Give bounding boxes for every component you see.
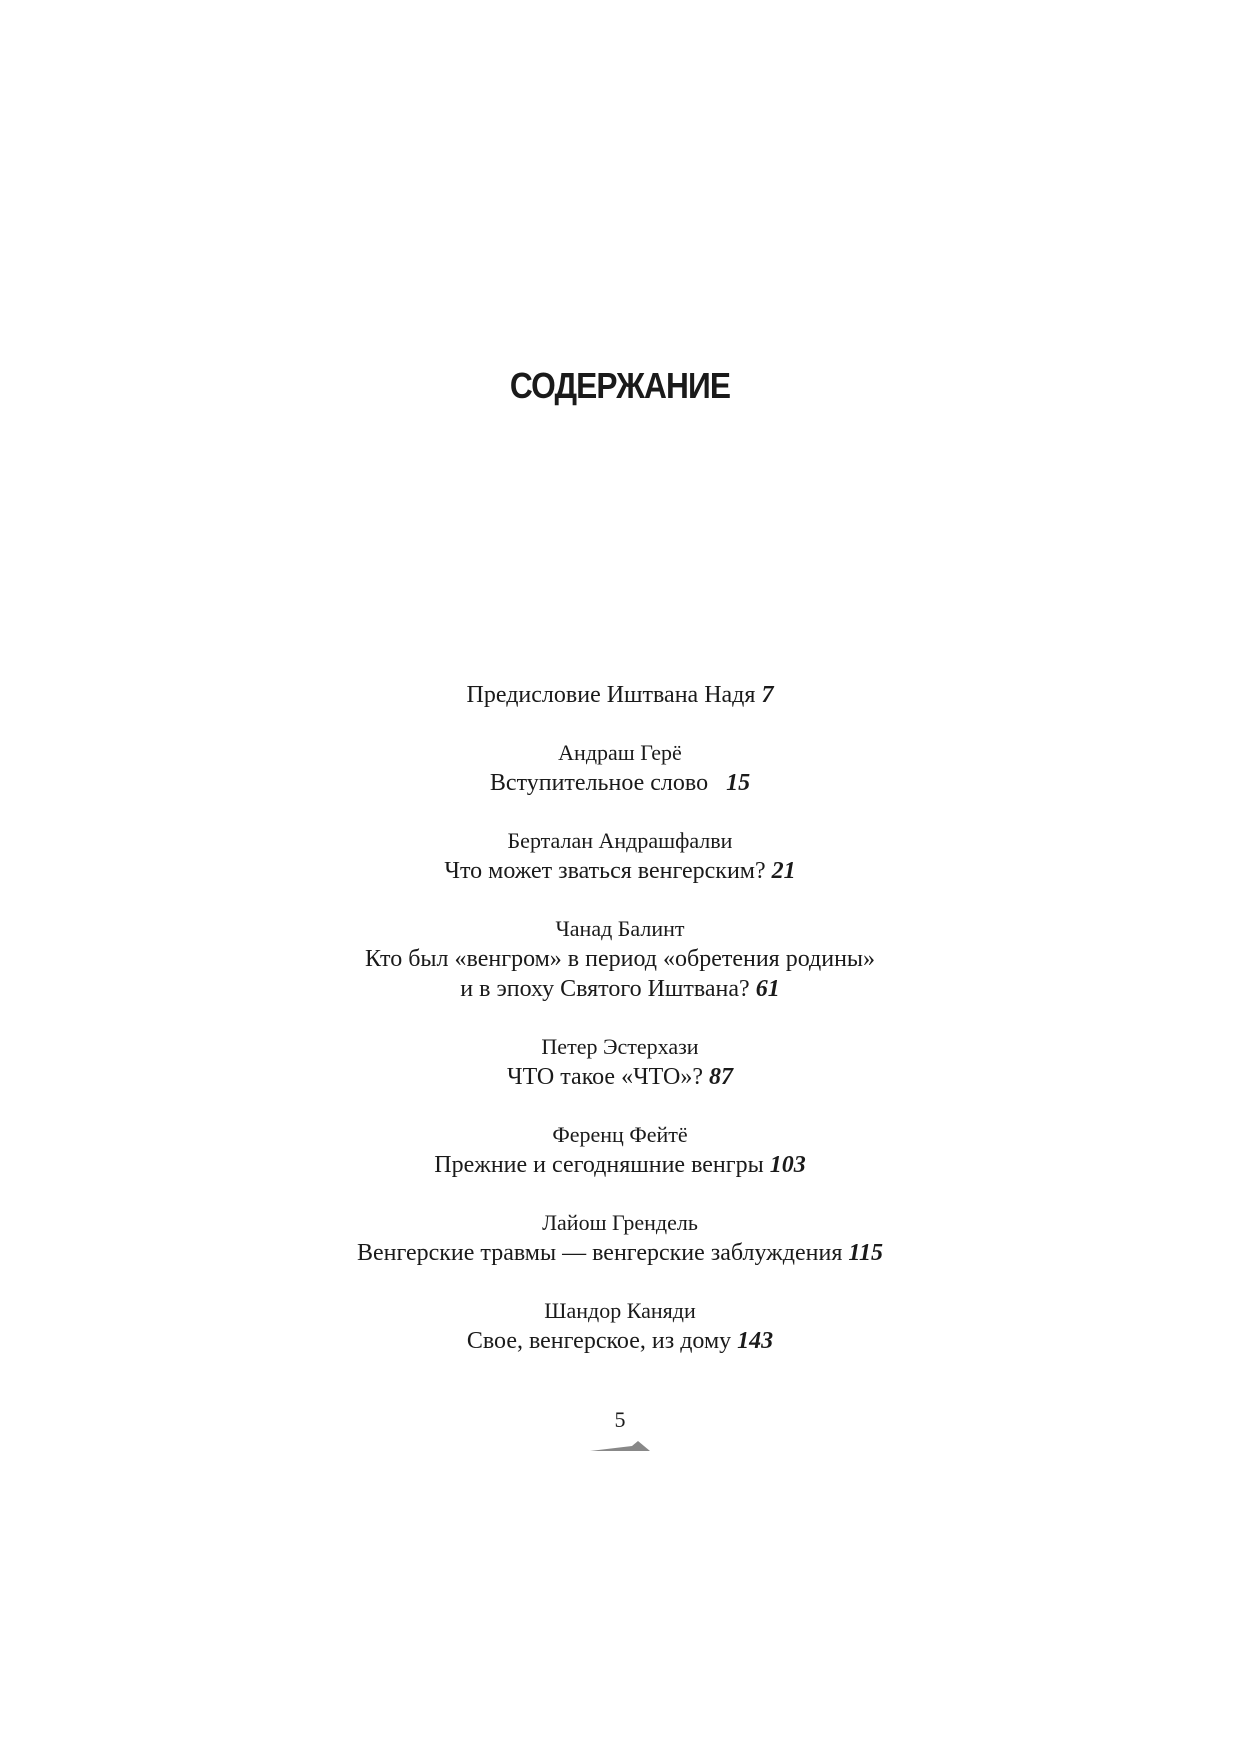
toc-entry-author: Шандор Каняди	[544, 1298, 696, 1323]
toc-entry-page-number: 21	[771, 858, 796, 884]
toc-entry-author: Лайош Грендель	[542, 1210, 698, 1235]
toc-entry-author: Берталан Андрашфалви	[507, 828, 733, 853]
toc-entry-page-number: 115	[848, 1240, 884, 1266]
toc-entry-page-number: 15	[726, 770, 751, 796]
toc-entry-page-number: 87	[709, 1064, 734, 1090]
toc-entry-author: Ференц Фейтё	[552, 1122, 688, 1147]
toc-entry-title	[0, 856, 1240, 886]
toc-entry	[0, 914, 1240, 1004]
toc-entry-title-line-1: Кто был «венгром» в период «обретения родины»	[364, 946, 876, 972]
toc-entry-title	[0, 1326, 1240, 1356]
toc-entry-page-number: 143	[737, 1328, 774, 1354]
toc-entry-page-number: 103	[769, 1152, 806, 1178]
toc-entry-title-text: Прежние и сегодняшние венгры	[434, 1152, 764, 1178]
toc-entry-title-text: Венгерские травмы — венгерские заблуждения	[356, 1240, 843, 1266]
toc-entry-title	[0, 1150, 1240, 1180]
toc-entry-title	[0, 1062, 1240, 1092]
toc-entry	[0, 1120, 1240, 1180]
toc-entry-title-text: ЧТО такое «ЧТО»?	[506, 1064, 704, 1090]
toc-entry-author: Петер Эстерхази	[541, 1034, 699, 1059]
toc-entry	[0, 826, 1240, 886]
toc-entry-page-number: 61	[755, 976, 780, 1002]
toc-entry-title	[0, 974, 1240, 1004]
toc-entry-title	[0, 1238, 1240, 1268]
toc-entry	[0, 1032, 1240, 1092]
toc-entry-title-text: Свое, венгерское, из дому	[466, 1328, 732, 1354]
table-of-contents	[0, 680, 1240, 1384]
page-title: СОДЕРЖАНИЕ	[509, 365, 731, 406]
page-number: 5	[614, 1407, 626, 1432]
toc-entry	[0, 1208, 1240, 1268]
folio-ornament	[590, 1440, 650, 1452]
toc-entry-title-text: и в эпоху Святого Иштвана?	[460, 976, 750, 1002]
toc-entry	[0, 680, 1240, 710]
toc-entry-title-text: Вступительное слово	[489, 770, 709, 796]
toc-entry-author: Андраш Герё	[558, 740, 682, 765]
toc-entry-title	[0, 768, 1240, 798]
toc-entry-page-number: 7	[761, 682, 774, 708]
toc-entry	[0, 1296, 1240, 1356]
folio-ornament-shape	[590, 1441, 650, 1451]
toc-entry-title-text: Что может зваться венгерским?	[444, 858, 766, 884]
toc-entry-title	[0, 680, 1240, 710]
toc-entry-author: Чанад Балинт	[555, 916, 685, 941]
toc-entry-title-text: Предисловие Иштвана Надя	[466, 682, 756, 708]
toc-entry	[0, 738, 1240, 798]
